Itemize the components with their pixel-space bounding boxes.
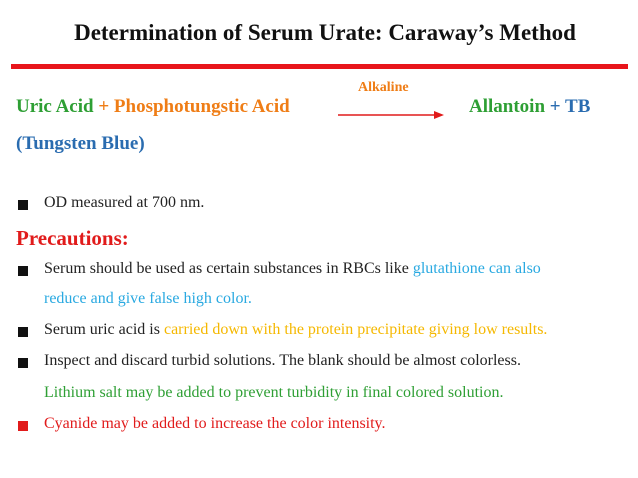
- precautions-heading: Precautions:: [16, 226, 129, 250]
- bullet-icon: [18, 200, 28, 210]
- uric-acid-label: Uric Acid: [16, 96, 94, 117]
- precaution-1-line-2: reduce and give false high color.: [44, 290, 252, 307]
- precaution-2-line: [44, 321, 547, 339]
- bullet-icon: [18, 266, 28, 276]
- precaution-2-text: Serum uric acid is: [44, 321, 164, 338]
- precaution-3-line-1: Inspect and discard turbid solutions. The blank should be almost colorless.: [44, 352, 521, 369]
- precaution-1-text: Serum should be used as certain substances in RBCs like: [44, 260, 413, 277]
- reaction-reactants: [16, 96, 290, 118]
- precaution-2-highlight: carried down with the protein precipitate giving low results.: [163, 321, 548, 338]
- plus-sign-2: +: [545, 96, 566, 117]
- tb-label: TB: [565, 96, 591, 117]
- tungsten-blue-label: (Tungsten Blue): [16, 133, 145, 154]
- bullet-icon: [18, 358, 28, 368]
- precaution-1-highlight: glutathione can also: [412, 260, 541, 277]
- bullet-icon: [18, 327, 28, 337]
- allantoin-label: Allantoin: [469, 96, 546, 117]
- reaction-arrow: [338, 110, 444, 120]
- precaution-3-line-2: Lithium salt may be added to prevent turbidity in final colored solution.: [44, 384, 504, 401]
- slide-title: Determination of Serum Urate: Caraway’s Method: [74, 20, 576, 45]
- plus-sign: +: [93, 96, 114, 117]
- reaction-condition: Alkaline: [358, 80, 409, 95]
- reagent-label: Phosphotungstic Acid: [113, 96, 290, 117]
- od-line: OD measured at 700 nm.: [44, 194, 205, 211]
- precaution-4-line: Cyanide may be added to increase the color intensity.: [44, 415, 386, 432]
- reaction-products: [469, 96, 590, 118]
- bullet-icon: [18, 421, 28, 431]
- title-divider: [11, 64, 628, 69]
- precaution-1-line-1: [44, 260, 541, 278]
